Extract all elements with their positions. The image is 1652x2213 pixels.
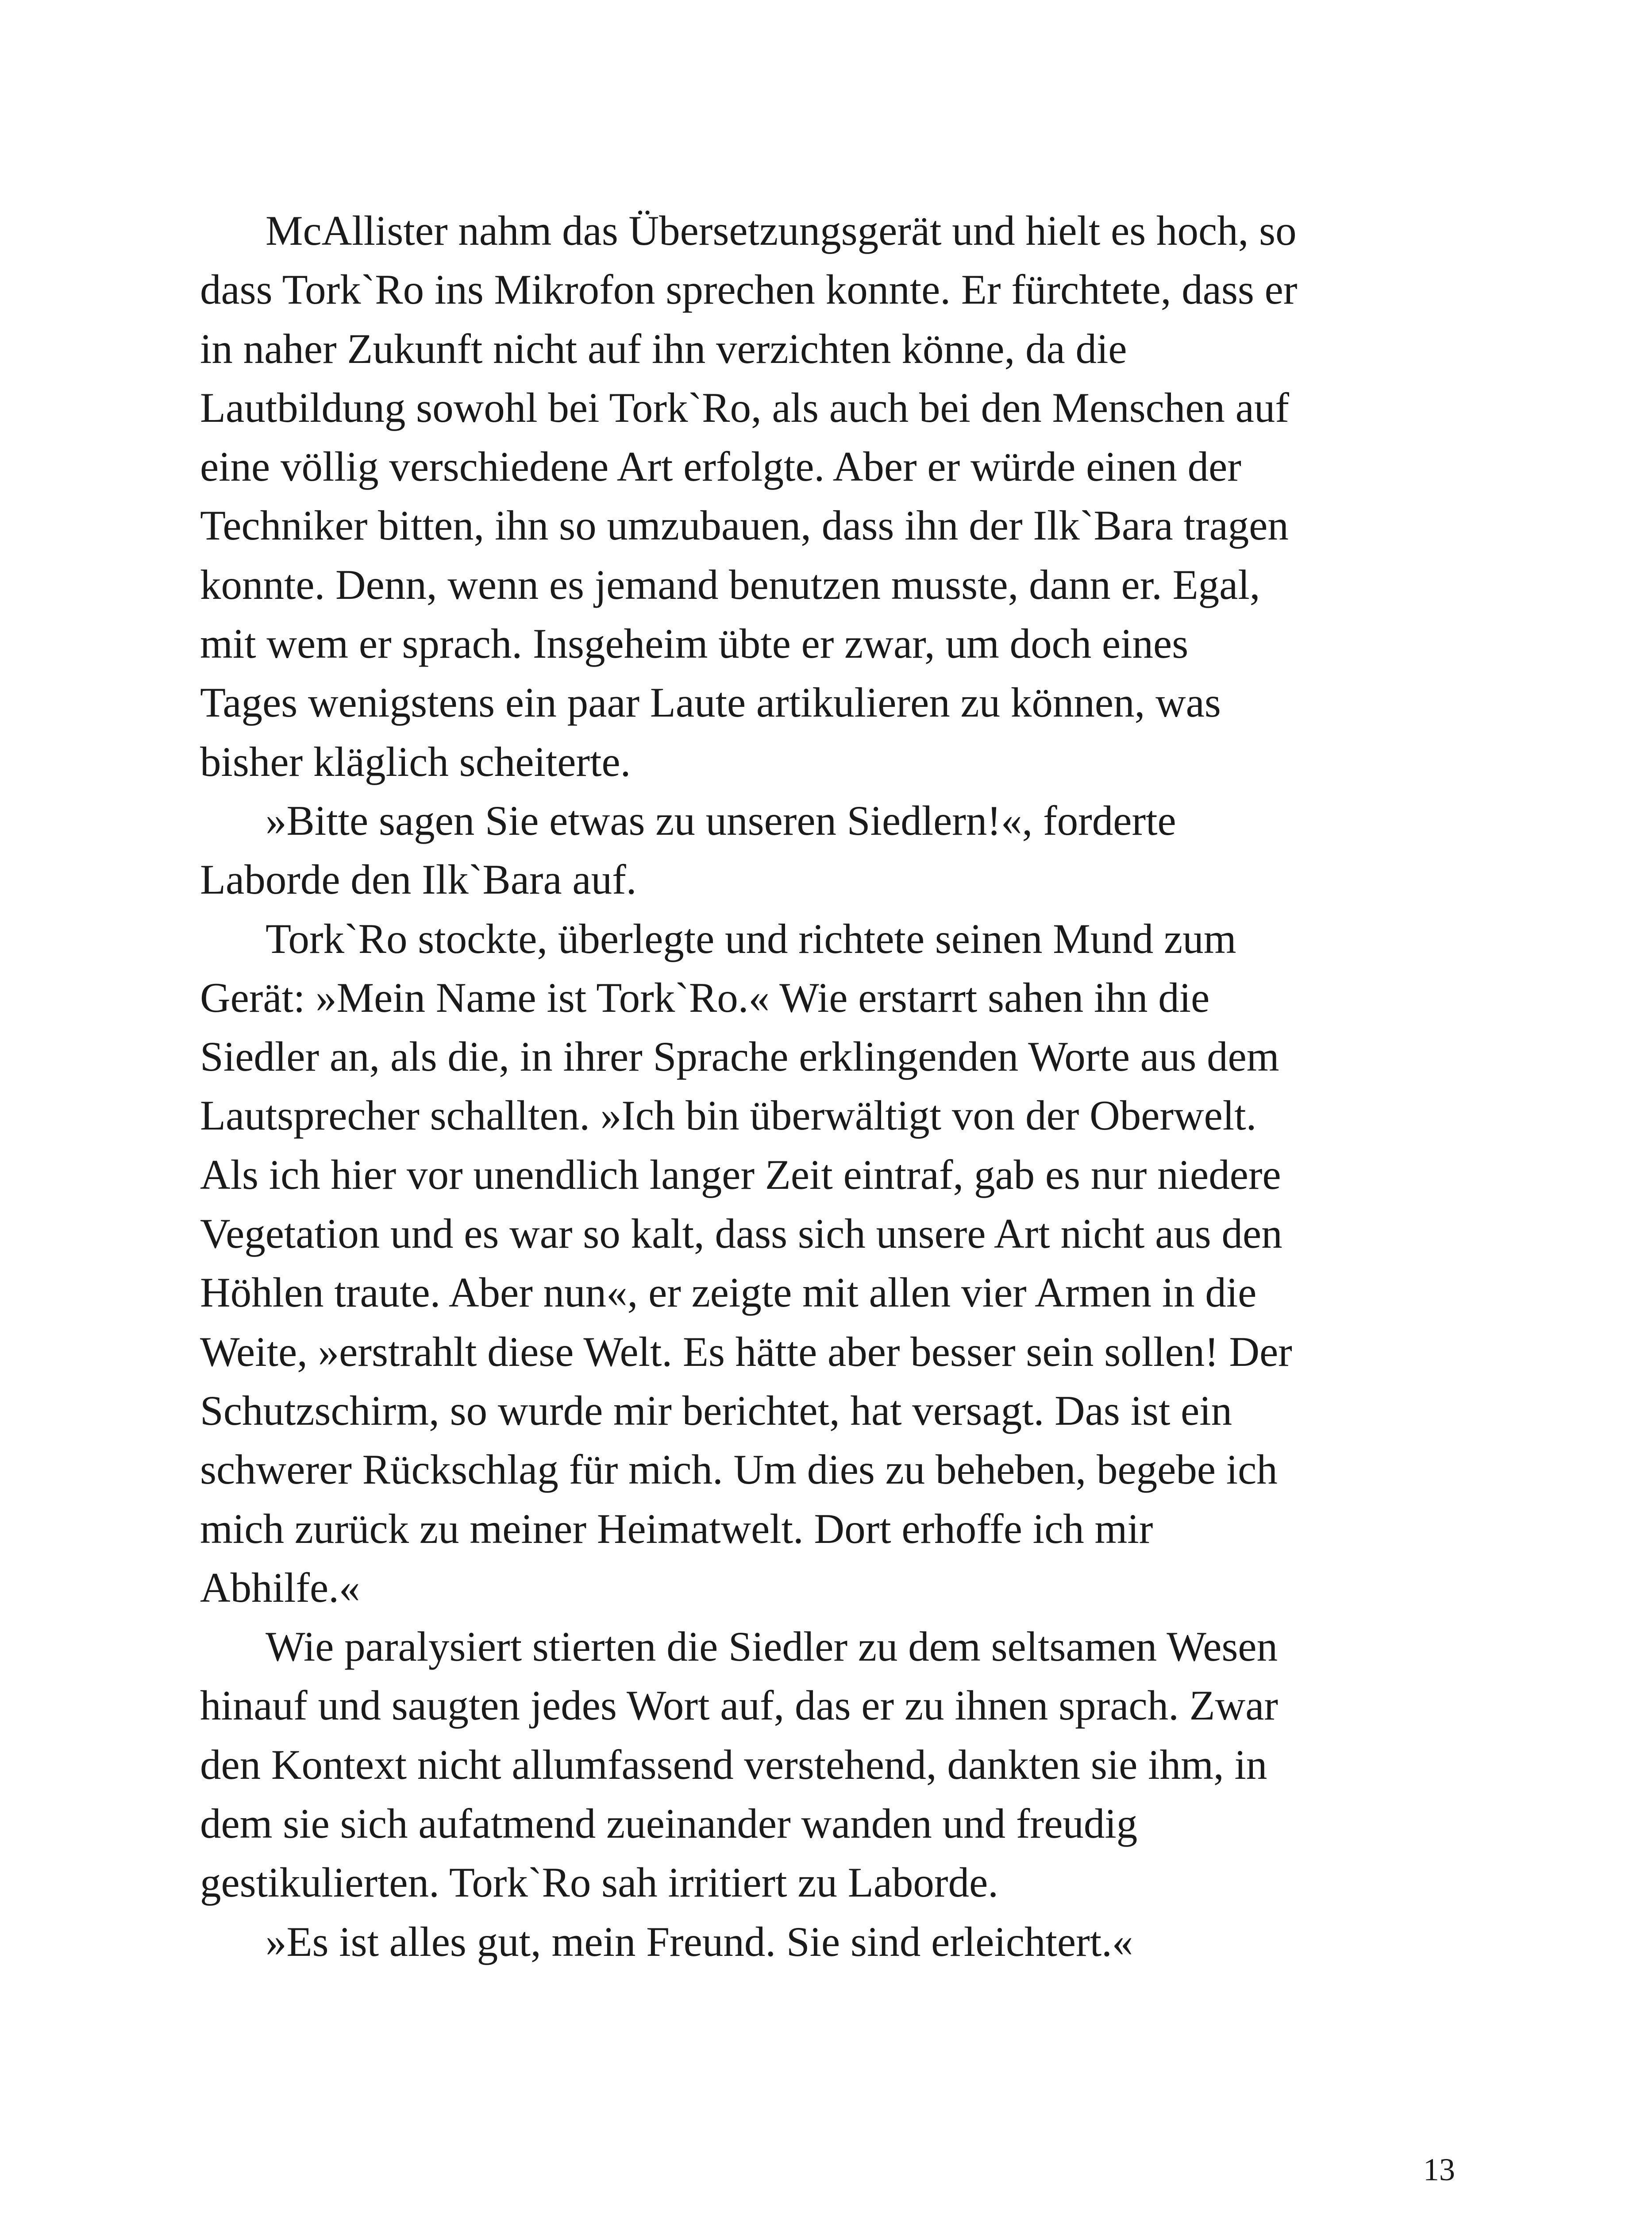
text-line: hinauf und saugten jedes Wort auf, das er zu ihnen sprach. Zwar [200,1682,1278,1729]
text-line: Schutzschirm, so wurde mir berichtet, hat versagt. Das ist ein [200,1387,1232,1434]
text-line: den Kontext nicht allumfassend verstehend, dankten sie ihm, in [200,1741,1267,1788]
text-line: eine völlig verschiedene Art erfolgte. Aber er würde einen der [200,443,1241,490]
text-line: Gerät: »Mein Name ist Tork`Ro.« Wie erstarrt sahen ihn die [200,974,1210,1021]
text-line: Wie paralysiert stierten die Siedler zu dem seltsamen Wesen [266,1623,1278,1670]
text-line: Laborde den Ilk`Bara auf. [200,856,637,903]
text-line: bisher kläglich scheiterte. [200,738,631,785]
text-line: Siedler an, als die, in ihrer Sprache erklingenden Worte aus dem [200,1033,1279,1080]
text-line: dass Tork`Ro ins Mikrofon sprechen konnte. Er fürchtete, dass er [200,266,1298,313]
text-line: konnte. Denn, wenn es jemand benutzen musste, dann er. Egal, [200,561,1260,608]
text-line: Tork`Ro stockte, überlegte und richtete seinen Mund zum [266,915,1236,962]
text-line: schwerer Rückschlag für mich. Um dies zu beheben, begebe ich [200,1446,1278,1493]
text-line: Abhilfe.« [200,1564,360,1611]
text-line: Lautbildung sowohl bei Tork`Ro, als auch bei den Menschen auf [200,384,1290,431]
text-line: Weite, »erstrahlt diese Welt. Es hätte aber besser sein sollen! Der [200,1328,1292,1375]
text-line: dem sie sich aufatmend zueinander wanden und freudig [200,1800,1138,1847]
body-text [200,201,1475,1971]
text-line: gestikulierten. Tork`Ro sah irritiert zu Laborde. [200,1859,998,1906]
text-line: mit wem er sprach. Insgeheim übte er zwar, um doch eines [200,620,1189,667]
text-line: »Es ist alles gut, mein Freund. Sie sind erleichtert.« [266,1918,1133,1965]
text-line: Höhlen traute. Aber nun«, er zeigte mit allen vier Armen in die [200,1269,1257,1316]
text-line: Techniker bitten, ihn so umzubauen, dass ihn der Ilk`Bara tragen [200,502,1289,549]
page-number: 13 [1423,2152,1455,2187]
text-line: in naher Zukunft nicht auf ihn verzichten könne, da die [200,325,1127,372]
text-line: Lautsprecher schallten. »Ich bin überwältigt von der Oberwelt. [200,1092,1257,1139]
text-line: »Bitte sagen Sie etwas zu unseren Siedlern!«, forderte [266,797,1176,844]
text-line: Als ich hier vor unendlich langer Zeit eintraf, gab es nur niedere [200,1151,1281,1198]
text-line: Tages wenigstens ein paar Laute artikulieren zu können, was [200,679,1221,726]
text-line: McAllister nahm das Übersetzungsgerät und hielt es hoch, so [266,207,1297,254]
text-line: Vegetation und es war so kalt, dass sich unsere Art nicht aus den [200,1210,1282,1257]
text-line: mich zurück zu meiner Heimatwelt. Dort erhoffe ich mir [200,1505,1153,1552]
